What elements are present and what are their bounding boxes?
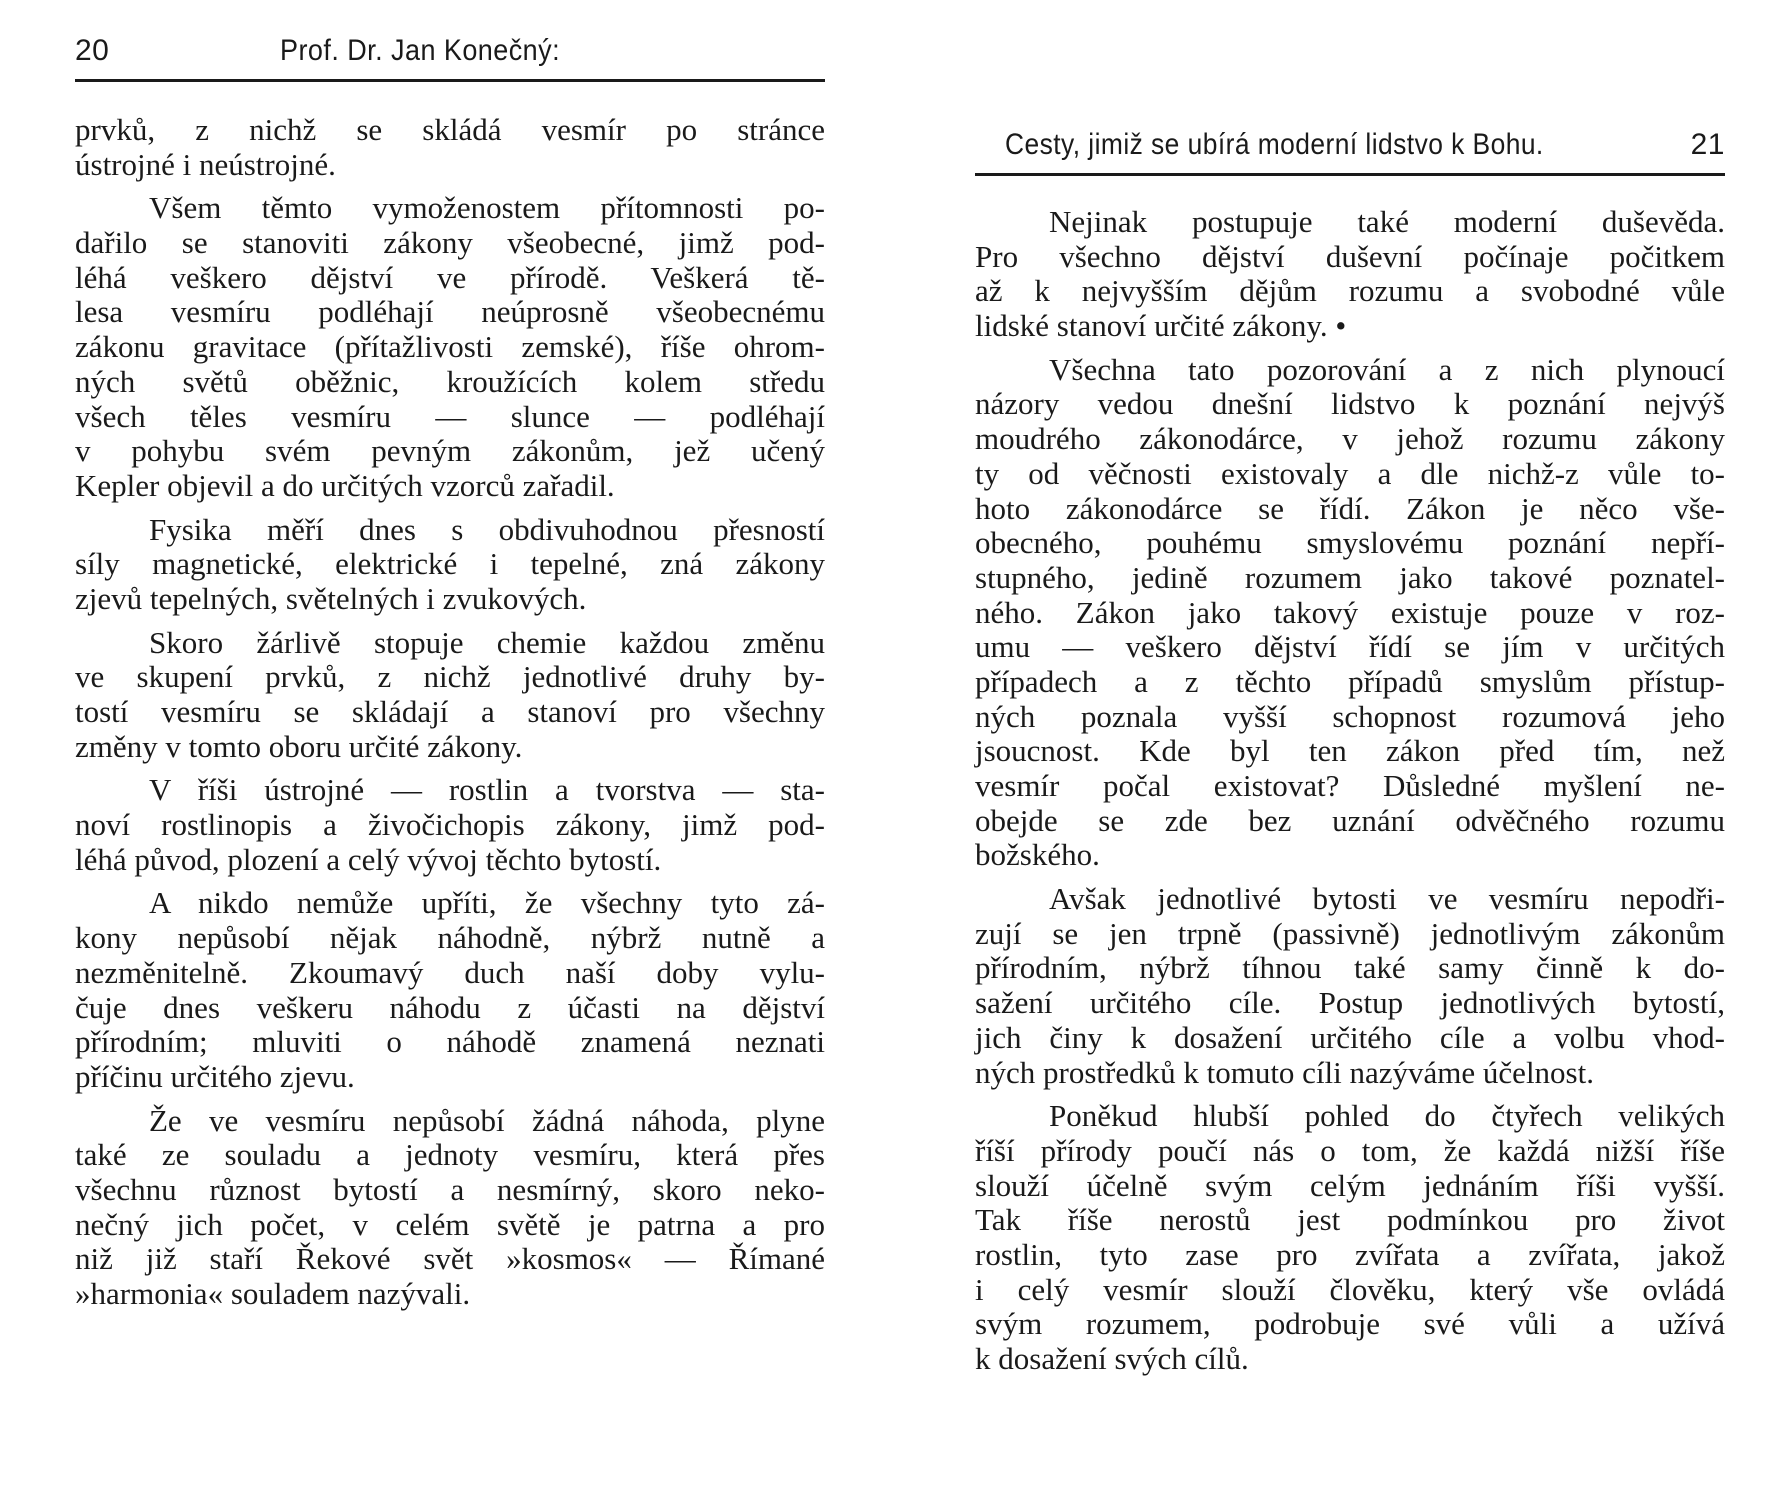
text-line: lesa vesmíru podléhají neúprosně všeobecnému xyxy=(75,294,825,330)
text-line: obejde se zde bez uznání odvěčného rozumu xyxy=(975,802,1725,838)
text-line: Tak říše nerostů jest podmínkou pro život xyxy=(975,1202,1725,1238)
header-title: Cesty, jimiž se ubírá moderní lidstvo k Bohu. xyxy=(1005,128,1544,161)
text-line: A nikdo nemůže upříti, že všechny tyto zá- xyxy=(149,885,825,921)
text-line: kony nepůsobí nějak náhodně, nýbrž nutně a xyxy=(75,920,825,956)
text-line: změny v tomto oboru určité zákony. xyxy=(75,728,523,764)
text-line: božského. xyxy=(975,837,1100,873)
text-line: dařilo se stanoviti zákony všeobecné, jimž pod- xyxy=(75,225,825,261)
text-line: Kepler objevil a do určitých vzorců zařadil. xyxy=(75,467,615,503)
text-line: Pro všechno dějství duševní počínaje počitkem xyxy=(975,238,1725,274)
text-line: Všem těmto vymoženostem přítomnosti po- xyxy=(149,190,825,226)
page-number: 20 xyxy=(75,34,110,67)
text-line: říší přírody poučí nás o tom, že každá nižší říše xyxy=(975,1132,1725,1168)
text-line: noví rostlinopis a živočichopis zákony, jimž pod- xyxy=(75,807,825,843)
paragraph xyxy=(75,886,825,1094)
text-line: Poněkud hlubší pohled do čtyřech velikých xyxy=(1049,1098,1725,1134)
paragraph xyxy=(75,513,825,617)
text-line: obecného, pouhému smyslovému poznání nepří- xyxy=(975,525,1725,561)
text-line: až k nejvyšším dějům rozumu a svobodné vůle xyxy=(975,273,1725,309)
text-line: ných prostředků k tomuto cíli nazýváme účelnost. xyxy=(975,1054,1594,1090)
text-line: také ze souladu a jednoty vesmíru, která přes xyxy=(75,1137,825,1173)
text-line: nezměnitelně. Zkoumavý duch naší doby vylu- xyxy=(75,954,825,990)
header-rule xyxy=(975,173,1725,176)
text-line: k dosažení svých cílů. xyxy=(975,1341,1249,1376)
text-line: V říši ústrojné — rostlin a tvorstva — sta- xyxy=(149,772,825,808)
text-line: léhá původ, plození a celý vývoj těchto bytostí. xyxy=(75,841,662,877)
text-line: všechnu různost bytostí a nesmírný, skoro neko- xyxy=(75,1171,825,1207)
text-line: všech těles vesmíru — slunce — podléhají xyxy=(75,398,825,434)
text-line: případech a z těchto případů smyslům přístup- xyxy=(975,663,1725,699)
text-line: zjevů tepelných, světelných i zvukových. xyxy=(75,580,587,616)
paragraph xyxy=(75,191,825,503)
text-line: Nejinak postupuje také moderní duševěda. xyxy=(1049,204,1725,239)
paragraph xyxy=(75,113,825,182)
page-number: 21 xyxy=(1690,128,1725,161)
text-line: čuje dnes veškeru náhodu z účasti na dějství xyxy=(75,989,825,1025)
text-line: zákonu gravitace (přítažlivosti zemské), říše ohrom- xyxy=(75,329,825,365)
text-line: lidské stanoví určité zákony. • xyxy=(975,308,1347,344)
paragraph xyxy=(975,882,1725,1090)
page-body xyxy=(75,113,825,1321)
text-line: stupného, jedině rozumem jako takové poznatel- xyxy=(975,559,1725,595)
text-line: slouží účelně svým celým jednáním říši vyšší. xyxy=(975,1167,1725,1203)
text-line: rostlin, tyto zase pro zvířata a zvířata, jakož xyxy=(975,1236,1725,1272)
text-line: Fysika měří dnes s obdivuhodnou přesností xyxy=(149,511,825,547)
text-line: i celý vesmír slouží člověku, který vše ovládá xyxy=(975,1271,1725,1307)
text-line: svým rozumem, podrobuje své vůli a užívá xyxy=(975,1306,1725,1342)
text-line: jsoucnost. Kde byl ten zákon před tím, než xyxy=(975,733,1725,769)
text-line: názory vedou dnešní lidstvo k poznání nejvýš xyxy=(975,386,1725,422)
text-line: umu — veškero dějství řídí se jím v určitých xyxy=(975,629,1725,665)
text-line: přírodním; mluviti o náhodě znamená neznati xyxy=(75,1024,825,1060)
text-line: příčinu určitého zjevu. xyxy=(75,1058,355,1094)
header-rule xyxy=(75,79,825,82)
text-line: v pohybu svém pevným zákonům, jež učený xyxy=(75,433,825,469)
paragraph xyxy=(75,773,825,877)
paragraph xyxy=(75,626,825,765)
text-line: Avšak jednotlivé bytosti ve vesmíru nepodři- xyxy=(1049,881,1725,917)
header-author: Prof. Dr. Jan Konečný: xyxy=(280,34,561,67)
text-line: tostí vesmíru se skládají a stanoví pro všechny xyxy=(75,694,825,729)
text-line: niž již staří Řekové svět »kosmos« — Římané xyxy=(75,1241,825,1277)
paragraph xyxy=(975,1099,1725,1377)
text-line: ného. Zákon jako takový existuje pouze v roz- xyxy=(975,594,1725,630)
paragraph xyxy=(975,205,1725,344)
text-line: Že ve vesmíru nepůsobí žádná náhoda, plyne xyxy=(149,1102,825,1138)
text-line: léhá veškero dějství ve přírodě. Veškerá tě- xyxy=(75,259,825,295)
text-line: ných poznala vyšší schopnost rozumová jeho xyxy=(975,698,1725,734)
text-line: ných světů oběžnic, kroužících kolem středu xyxy=(75,363,825,399)
text-line: »harmonia« souladem nazývali. xyxy=(75,1276,471,1311)
running-head-left xyxy=(75,34,825,74)
text-line: síly magnetické, elektrické i tepelné, zná zákony xyxy=(75,546,825,582)
text-line: hoto zákonodárce se řídí. Zákon je něco vše- xyxy=(975,490,1725,526)
text-line: nečný jich počet, v celém světě je patrna a pro xyxy=(75,1206,825,1242)
running-head-right xyxy=(975,128,1725,168)
text-line: vesmír počal existovat? Důsledné myšlení ne- xyxy=(975,768,1725,803)
text-line: sažení určitého cíle. Postup jednotlivých bytostí, xyxy=(975,985,1725,1021)
text-line: ty od věčnosti existovaly a dle nichž-z vůle to- xyxy=(975,455,1725,491)
paragraph xyxy=(75,1104,825,1312)
text-line: prvků, z nichž se skládá vesmír po stránce xyxy=(75,112,825,147)
text-line: Všechna tato pozorování a z nich plynoucí xyxy=(1049,351,1725,387)
text-line: ústrojné i neústrojné. xyxy=(75,146,336,182)
text-line: Skoro žárlivě stopuje chemie každou změnu xyxy=(149,624,825,660)
text-line: zují se jen trpně (passivně) jednotlivým zákonům xyxy=(975,915,1725,951)
text-line: přírodním, nýbrž tíhnou také samy činně k do- xyxy=(975,950,1725,986)
page-body xyxy=(975,205,1725,1386)
text-line: jich činy k dosažení určitého cíle a volbu vhod- xyxy=(975,1019,1725,1055)
text-line: moudrého zákonodárce, v jehož rozumu zákony xyxy=(975,421,1725,457)
paragraph xyxy=(975,353,1725,873)
text-line: ve skupení prvků, z nichž jednotlivé druhy by- xyxy=(75,659,825,695)
